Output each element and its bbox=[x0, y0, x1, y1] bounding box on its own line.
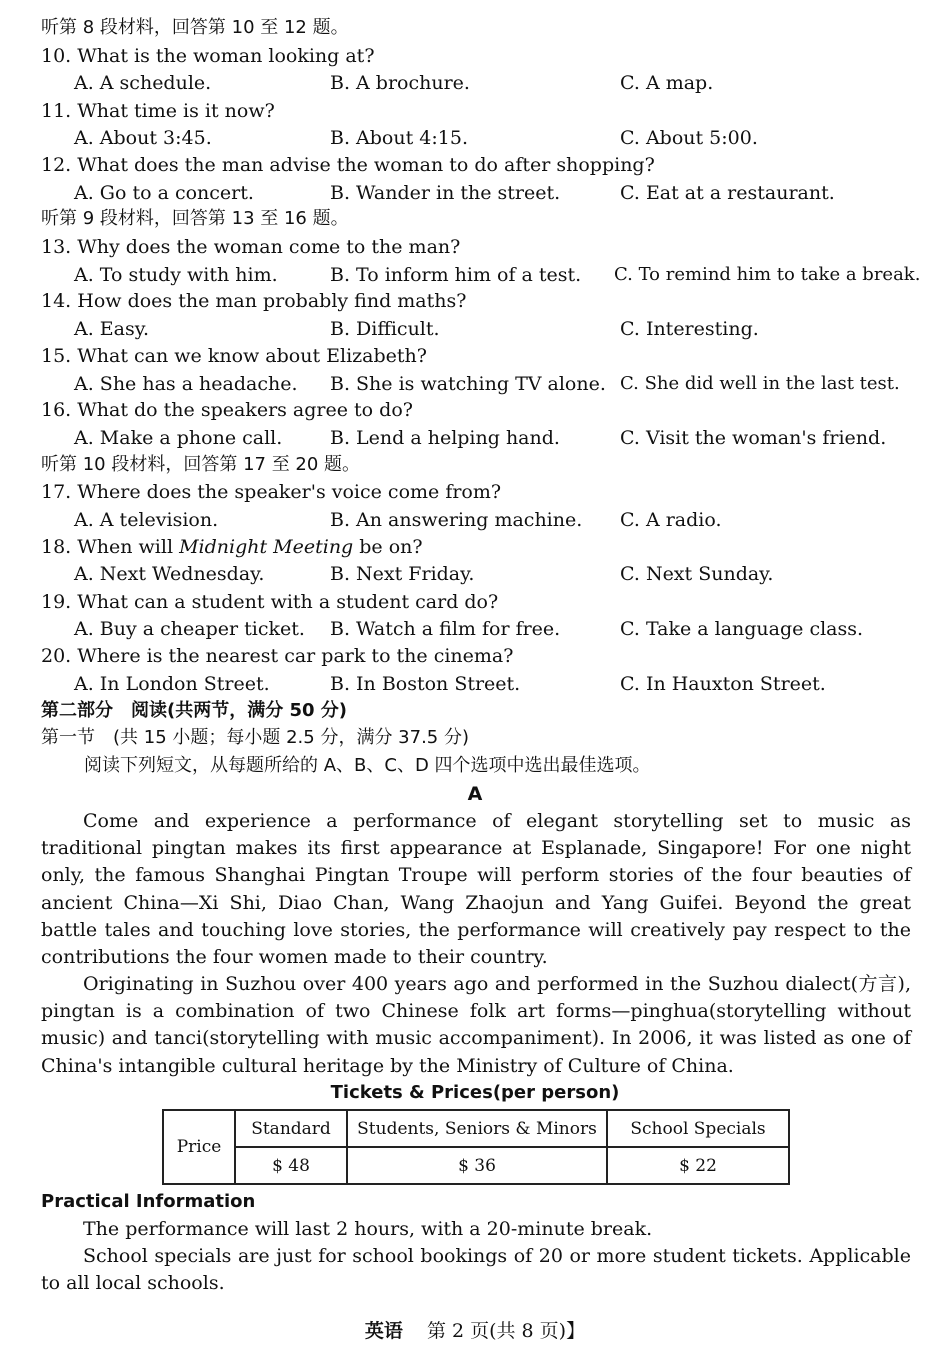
question-stem: 17. Where does the speaker's voice come from? bbox=[41, 481, 502, 503]
option-b: B. In Boston Street. bbox=[330, 673, 521, 695]
option-c: C. She did well in the last test. bbox=[620, 373, 900, 394]
section-title: 第一节 (共 15 小题；每小题 2.5 分，满分 37.5 分) bbox=[41, 727, 469, 748]
question-stem: 11. What time is it now? bbox=[41, 100, 275, 122]
option-a: A. Next Wednesday. bbox=[74, 563, 265, 585]
option-c: C. Eat at a restaurant. bbox=[620, 182, 835, 204]
price-standard: $ 48 bbox=[235, 1147, 347, 1184]
question-stem-post: be on? bbox=[353, 536, 423, 558]
section-header: 听第 8 段材料，回答第 10 至 12 题。 bbox=[41, 17, 349, 38]
instructions: 阅读下列短文，从每题所给的 A、B、C、D 四个选项中选出最佳选项。 bbox=[84, 755, 651, 776]
section-header: 听第 10 段材料，回答第 17 至 20 题。 bbox=[41, 454, 361, 475]
option-c: C. A radio. bbox=[620, 509, 722, 531]
option-a: A. To study with him. bbox=[74, 264, 278, 286]
section-header: 听第 9 段材料，回答第 13 至 16 题。 bbox=[41, 208, 349, 229]
option-b: B. About 4:15. bbox=[330, 127, 468, 149]
option-a: A. Make a phone call. bbox=[74, 427, 283, 449]
price-row-label: Price bbox=[163, 1110, 235, 1184]
option-c: C. A map. bbox=[620, 72, 714, 94]
option-c: C. In Hauxton Street. bbox=[620, 673, 826, 695]
question-stem: 14. How does the man probably find maths? bbox=[41, 290, 467, 312]
option-b: B. To inform him of a test. bbox=[330, 264, 582, 286]
passage-label: A bbox=[467, 783, 483, 805]
table-header-school: School Specials bbox=[607, 1110, 789, 1147]
option-b: B. Difficult. bbox=[330, 318, 440, 340]
option-a: A. A schedule. bbox=[74, 72, 212, 94]
program-title: Midnight Meeting bbox=[179, 536, 354, 558]
table-header-students: Students, Seniors & Minors bbox=[347, 1110, 607, 1147]
practical-info-1: The performance will last 2 hours, with a 20-minute break. bbox=[83, 1218, 653, 1240]
question-stem bbox=[41, 535, 423, 559]
option-c: C. Next Sunday. bbox=[620, 563, 774, 585]
option-c: C. Visit the woman's friend. bbox=[620, 427, 887, 449]
ticket-price-table bbox=[162, 1109, 790, 1185]
practical-info-title: Practical Information bbox=[41, 1191, 256, 1212]
option-c: C. Take a language class. bbox=[620, 618, 864, 640]
table-title: Tickets & Prices(per person) bbox=[330, 1082, 620, 1103]
question-stem: 10. What is the woman looking at? bbox=[41, 45, 375, 67]
option-c: C. Interesting. bbox=[620, 318, 759, 340]
option-b: B. Lend a helping hand. bbox=[330, 427, 560, 449]
option-b: B. She is watching TV alone. bbox=[330, 373, 606, 395]
option-a: A. About 3:45. bbox=[74, 127, 212, 149]
option-a: A. In London Street. bbox=[74, 673, 270, 695]
option-a: A. Go to a concert. bbox=[74, 182, 254, 204]
option-a: A. She has a headache. bbox=[74, 373, 298, 395]
option-b: B. An answering machine. bbox=[330, 509, 583, 531]
part-title: 第二部分 阅读(共两节，满分 50 分) bbox=[41, 700, 348, 721]
question-stem: 20. Where is the nearest car park to the cinema? bbox=[41, 645, 514, 667]
option-a: A. Easy. bbox=[74, 318, 149, 340]
option-a: A. A television. bbox=[74, 509, 219, 531]
price-school: $ 22 bbox=[607, 1147, 789, 1184]
footer-page-number: 第 2 页(共 8 页)】 bbox=[426, 1320, 586, 1342]
practical-info-2: School specials are just for school bookings of 20 or more student tickets. Applicable to all local schools. bbox=[41, 1245, 911, 1295]
question-stem: 16. What do the speakers agree to do? bbox=[41, 399, 413, 421]
passage-paragraph-1: Come and experience a performance of elegant storytelling set to music as traditional pingtan makes its first appearance at Esplanade, Singapore! For one night only, the famous Shanghai Pingtan Troupe will perform stories of the four beauties of ancient China—Xi Shi, Diao Chan, Wang Zhaojun and Yang Guifei. Beyond the great battle tales and touching love stories, the performance will creatively pay respect to the contributions the four women made to their country. bbox=[41, 810, 911, 969]
question-stem: 13. Why does the woman come to the man? bbox=[41, 236, 461, 258]
option-b: B. Watch a film for free. bbox=[330, 618, 561, 640]
passage-paragraph-2: Originating in Suzhou over 400 years ago and performed in the Suzhou dialect(方言), pingtan is a combination of two Chinese folk art forms—pinghua(storytelling without music) and tanci(storytelling with music accompaniment). In 2006, it was listed as one of China's intangible cultural heritage by the Ministry of Culture of China. bbox=[41, 973, 911, 1077]
price-students: $ 36 bbox=[347, 1147, 607, 1184]
table-header-standard: Standard bbox=[235, 1110, 347, 1147]
option-a: A. Buy a cheaper ticket. bbox=[74, 618, 305, 640]
question-stem: 19. What can a student with a student card do? bbox=[41, 591, 499, 613]
option-b: B. Next Friday. bbox=[330, 563, 475, 585]
option-b: B. A brochure. bbox=[330, 72, 470, 94]
question-stem: 15. What can we know about Elizabeth? bbox=[41, 345, 427, 367]
question-stem-pre: 18. When will bbox=[41, 536, 180, 558]
footer-subject: 英语 bbox=[364, 1320, 403, 1342]
question-stem: 12. What does the man advise the woman to do after shopping? bbox=[41, 154, 655, 176]
option-c: C. To remind him to take a break. bbox=[614, 264, 921, 285]
page-footer bbox=[0, 1316, 950, 1343]
option-c: C. About 5:00. bbox=[620, 127, 758, 149]
option-b: B. Wander in the street. bbox=[330, 182, 561, 204]
